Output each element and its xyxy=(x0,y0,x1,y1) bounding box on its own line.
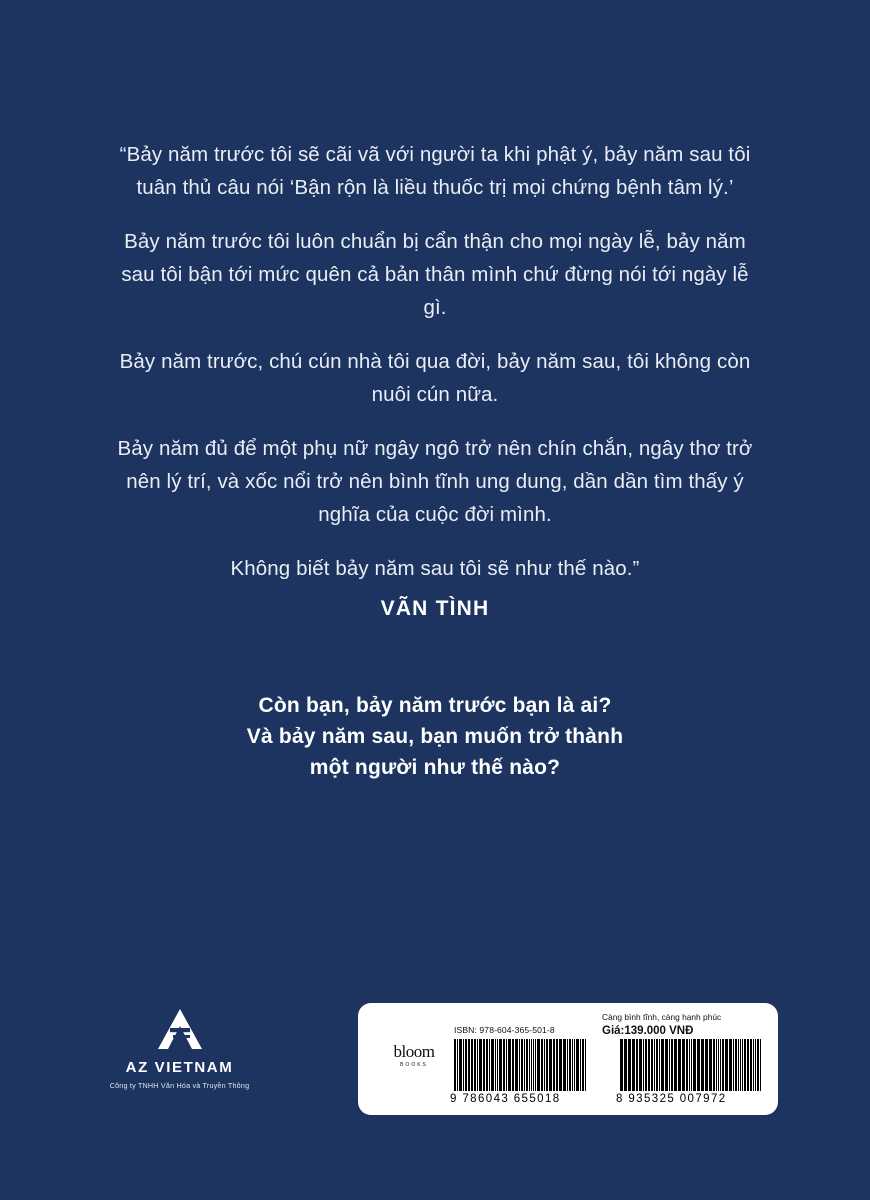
barcode-bar xyxy=(546,1039,548,1091)
barcode-bar xyxy=(682,1039,685,1091)
barcode-bar xyxy=(757,1039,759,1091)
barcode-bar xyxy=(563,1039,566,1091)
barcode-bar xyxy=(691,1039,692,1091)
barcode-bar xyxy=(477,1039,478,1091)
barcode-bar xyxy=(459,1039,462,1091)
quote-paragraph: Bảy năm đủ để một phụ nữ ngây ngô trở nên chín chắn, ngây thơ trở nên lý trí, và xốc nổi trở nên bình tĩnh ung dung, dần dần tìm thấy ý nghĩa của cuộc đời mình. xyxy=(117,437,753,526)
barcode-bar xyxy=(697,1039,700,1091)
barcode-bar xyxy=(515,1039,518,1091)
barcode-bar xyxy=(656,1039,658,1091)
barcode-bar xyxy=(645,1039,647,1091)
barcode-bar xyxy=(465,1039,467,1091)
quote-author: VÃN TÌNH xyxy=(380,597,490,620)
barcode-bar xyxy=(519,1039,520,1091)
barcode-bar xyxy=(674,1039,677,1091)
barcode-bar xyxy=(725,1039,728,1091)
barcode-bar xyxy=(497,1039,498,1091)
barcode-bar xyxy=(686,1039,688,1091)
barcode-bar xyxy=(651,1039,653,1091)
barcode-bar xyxy=(744,1039,746,1091)
barcode-bar xyxy=(553,1039,555,1091)
barcode-bar xyxy=(559,1039,562,1091)
barcode-bar xyxy=(512,1039,514,1091)
barcode-bar xyxy=(648,1039,650,1091)
question-line: Còn bạn, bảy năm trước bạn là ai? xyxy=(258,694,612,717)
barcode-bar xyxy=(624,1039,627,1091)
barcode-bar xyxy=(729,1039,732,1091)
barcode-bar xyxy=(574,1039,575,1091)
isbn-text: ISBN: 978-604-365-501-8 xyxy=(454,1025,555,1035)
quote-paragraph: Bảy năm trước, chú cún nhà tôi qua đời, bảy năm sau, tôi không còn nuôi cún nữa. xyxy=(119,350,751,406)
barcode-bar xyxy=(747,1039,749,1091)
barcode-bar xyxy=(585,1039,586,1091)
barcode-bar xyxy=(722,1039,724,1091)
barcode-bar xyxy=(750,1039,752,1091)
barcode-bar xyxy=(531,1039,532,1091)
publisher-block xyxy=(82,1008,277,1090)
question-line: Và bảy năm sau, bạn muốn trở thành xyxy=(246,725,624,748)
quote-block xyxy=(115,138,755,621)
question-line: một người như thế nào? xyxy=(309,756,561,779)
barcode-bar xyxy=(489,1039,490,1091)
barcode-bar xyxy=(486,1039,488,1091)
barcode-isbn xyxy=(454,1039,587,1091)
barcode-bar xyxy=(753,1039,754,1091)
barcode-bar xyxy=(537,1039,540,1091)
barcode-bar xyxy=(495,1039,496,1091)
barcode-bar xyxy=(521,1039,523,1091)
barcode-bar xyxy=(572,1039,573,1091)
publisher-name: AZ VIETNAM xyxy=(125,1059,234,1076)
barcode-bar xyxy=(718,1039,719,1091)
barcode-bar xyxy=(669,1039,670,1091)
az-triangle-logo-icon xyxy=(157,1008,203,1050)
barcode-card xyxy=(358,1003,778,1115)
barcode-left-digits: 9 786043 655018 xyxy=(450,1093,561,1105)
barcode-bar xyxy=(508,1039,511,1091)
barcode-bar xyxy=(740,1039,741,1091)
barcode-bar xyxy=(738,1039,739,1091)
barcode-right-digits: 8 935325 007972 xyxy=(616,1093,727,1105)
imprint-subtitle: BOOKS xyxy=(400,1062,428,1068)
barcode-bar xyxy=(468,1039,470,1091)
barcode-bar xyxy=(569,1039,571,1091)
barcode-bar xyxy=(541,1039,543,1091)
barcode-bar xyxy=(636,1039,638,1091)
quote-paragraph: Không biết bảy năm sau tôi sẽ như thế nào.” xyxy=(230,557,640,580)
tagline-block xyxy=(602,1012,762,1037)
barcode-bar xyxy=(632,1039,635,1091)
publisher-subtitle: Công ty TNHH Văn Hóa và Truyền Thông xyxy=(109,1081,250,1090)
barcode-bar xyxy=(671,1039,673,1091)
barcode-bar xyxy=(701,1039,704,1091)
barcode-bar xyxy=(526,1039,528,1091)
barcode-bar xyxy=(654,1039,655,1091)
barcode-bar xyxy=(716,1039,717,1091)
barcode-bar xyxy=(720,1039,721,1091)
barcode-bar xyxy=(665,1039,668,1091)
barcode-bar xyxy=(483,1039,485,1091)
barcode-bar xyxy=(689,1039,690,1091)
barcode-bar xyxy=(529,1039,530,1091)
barcode-bar xyxy=(678,1039,681,1091)
barcode-bar xyxy=(567,1039,568,1091)
barcode-bar xyxy=(479,1039,482,1091)
barcode-bar xyxy=(742,1039,743,1091)
barcode-bar xyxy=(620,1039,623,1091)
barcode-bar xyxy=(463,1039,464,1091)
barcode-ean xyxy=(620,1039,762,1091)
barcode-bar xyxy=(524,1039,525,1091)
barcode-bar xyxy=(454,1039,456,1091)
barcode-bar xyxy=(471,1039,473,1091)
barcode-bar xyxy=(580,1039,581,1091)
barcode-bar xyxy=(709,1039,712,1091)
barcode-bar xyxy=(760,1039,761,1091)
barcode-bar xyxy=(499,1039,502,1091)
barcode-bar xyxy=(639,1039,642,1091)
quote-paragraph: “Bảy năm trước tôi sẽ cãi vã với người ta khi phật ý, bảy năm sau tôi tuân thủ câu nói ‘Bận rộn là liều thuốc trị mọi chứng bệnh tâm lý.’ xyxy=(119,143,751,199)
barcode-bar xyxy=(549,1039,552,1091)
barcode-bar xyxy=(533,1039,534,1091)
barcode-bar xyxy=(474,1039,476,1091)
barcode-bar xyxy=(628,1039,631,1091)
quote-paragraph: Bảy năm trước tôi luôn chuẩn bị cẩn thận cho mọi ngày lễ, bảy năm sau tôi bận tới mức quên cả bản thân mình chứ đừng nói tới ngày lễ gì. xyxy=(121,230,749,319)
tagline-text: Càng bình tĩnh, càng hạnh phúc xyxy=(602,1012,722,1022)
price-text: Giá:139.000 VNĐ xyxy=(602,1025,694,1037)
barcode-bar xyxy=(544,1039,545,1091)
barcode-bar xyxy=(535,1039,536,1091)
barcode-bar xyxy=(582,1039,584,1091)
barcode-bar xyxy=(503,1039,505,1091)
barcode-bar xyxy=(659,1039,660,1091)
imprint-name: bloom xyxy=(393,1042,435,1061)
barcode-bar xyxy=(491,1039,494,1091)
imprint-logo xyxy=(380,1043,448,1068)
question-block xyxy=(115,690,755,783)
barcode-bar xyxy=(643,1039,644,1091)
barcode-bar xyxy=(693,1039,696,1091)
barcode-bar xyxy=(713,1039,715,1091)
barcode-bar xyxy=(705,1039,708,1091)
barcode-bar xyxy=(506,1039,507,1091)
barcode-bar xyxy=(733,1039,734,1091)
barcode-bar xyxy=(457,1039,458,1091)
barcode-bar xyxy=(755,1039,756,1091)
barcode-bar xyxy=(576,1039,579,1091)
barcode-bar xyxy=(661,1039,664,1091)
barcode-bar xyxy=(556,1039,558,1091)
barcode-bar xyxy=(735,1039,737,1091)
